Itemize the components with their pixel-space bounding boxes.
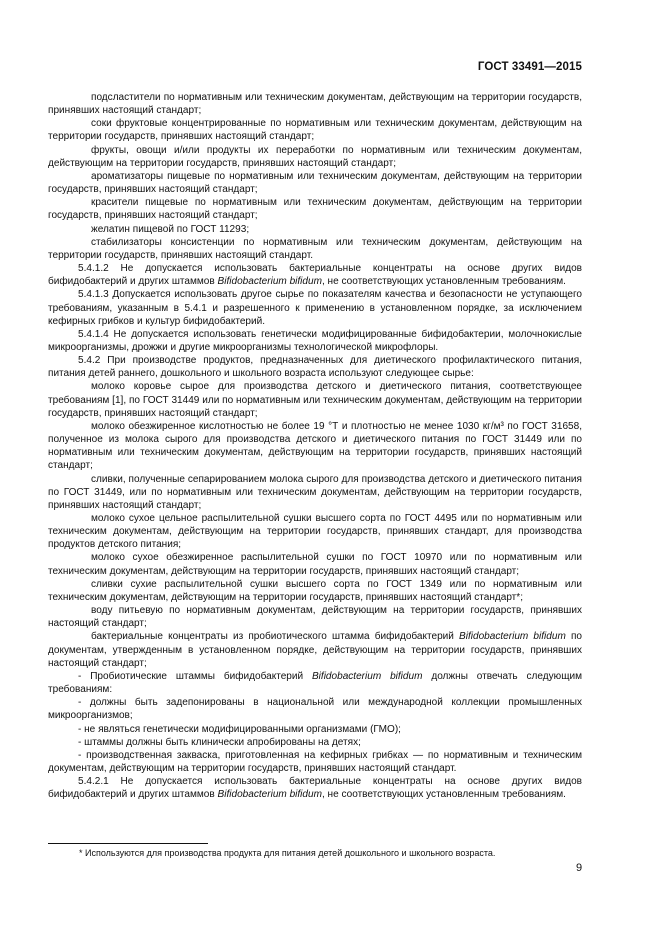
paragraph: 5.4.1.4 Не допускается использовать генетически модифицированные бифидобактерии, молочнокислые микроорганизмы, дрожжи и другие микроорганизмы технологической микрофлоры. [48, 328, 582, 353]
paragraph: соки фруктовые концентрированные по нормативным или техническим документам, действующим на территории государств, принявших настоящий стандарт; [48, 118, 582, 143]
paragraph: - не являться генетически модифицированными организмами (ГМО); [78, 723, 401, 735]
footnote-divider [48, 843, 208, 844]
paragraph: бактериальные концентраты из пробиотического штамма бифидобактерий Bifidobacterium bifidum по документам, утвержденным в установленном порядке, действующим на территории государств, принявших настоящий стандарт; [48, 631, 582, 669]
paragraph: молоко сухое цельное распылительной сушки высшего сорта по ГОСТ 4495 или по нормативным или техническим документам, действующим на территории государств, принявших стандарт, для производства продуктов детского питания; [48, 513, 582, 551]
paragraph: - штаммы должны быть клинически апробированы на детях; [78, 736, 361, 748]
paragraph: 5.4.1.2 Не допускается использовать бактериальные концентраты на основе других видов бифидобактерий и других штаммов Bifidobacterium bifidum, не соответствующих установленным требованиям. [48, 263, 582, 288]
paragraph: сливки сухие распылительной сушки высшего сорта по ГОСТ 1349 или по нормативным или техническим документам, действующим на территории государств, принявших настоящий стандарт*; [48, 578, 582, 603]
paragraph: стабилизаторы консистенции по нормативным или техническим документам, действующим на территории государств, принявших настоящий стандарт. [48, 236, 582, 261]
paragraph: 5.4.1.3 Допускается использовать другое сырье по показателям качества и безопасности не уступающего требованиям, указанным в 5.4.1 и разрешенного к применению в установленном порядке, за исключением кефирных грибков и культур бифидобактерий. [48, 289, 582, 327]
footnote: * Используются для производства продукта для питания детей дошкольного и школьного возраста. [79, 848, 496, 858]
paragraph: - Пробиотические штаммы бифидобактерий Bifidobacterium bifidum должны отвечать следующим требованиям: [48, 670, 582, 696]
document-body [48, 91, 582, 801]
page-number: 9 [576, 862, 583, 874]
paragraph: 5.4.2 При производстве продуктов, предназначенных для диетического профилактического питания, питания детей раннего, дошкольного и школьного возраста используют следующее сырье: [48, 355, 582, 380]
paragraph: молоко коровье сырое для производства детского и диетического питания, соответствующее требованиям [1], по ГОСТ 31449 или по нормативным или техническим документам, действующим на территории государств, принявших настоящий стандарт; [48, 381, 582, 419]
paragraph: молоко сухое обезжиренное распылительной сушки по ГОСТ 10970 или по нормативным или техническим документам, действующим на территории государств, принявших настоящий стандарт; [48, 552, 582, 577]
paragraph: воду питьевую по нормативным документам, действующим на территории государств, принявших настоящий стандарт; [48, 605, 582, 630]
paragraph: фрукты, овощи и/или продукты их переработки по нормативным или техническим документам, действующим на территории государств, принявших настоящий стандарт; [48, 144, 582, 169]
document-code-header: ГОСТ 33491—2015 [477, 61, 582, 73]
paragraph: - производственная закваска, приготовленная на кефирных грибках — по нормативным и техническим документам, действующим на территории государств, принявших настоящий стандарт. [48, 749, 582, 774]
paragraph: ароматизаторы пищевые по нормативным или техническим документам, действующим на территории государств, принявших настоящий стандарт; [48, 170, 582, 196]
paragraph: желатин пищевой по ГОСТ 11293; [91, 223, 250, 235]
paragraph: - должны быть задепонированы в национальной или международной коллекции промышленных микроорганизмов; [48, 697, 582, 722]
paragraph: 5.4.2.1 Не допускается использовать бактериальные концентраты на основе других видов бифидобактерий и других штаммов Bifidobacterium bifidum, не соответствующих установленным требованиям. [48, 776, 582, 801]
paragraph: подсластители по нормативным или техническим документам, действующим на территории государств, принявших настоящий стандарт; [48, 92, 582, 117]
paragraph: молоко обезжиренное кислотностью не более 19 °Т и плотностью не менее 1030 кг/м³ по ГОСТ 31658, полученное из молока сырого для производства детского и диетического питания по ГОСТ 31449 или по нормативным или техническим документам, действующим на территории государств, принявших настоящий стандарт; [48, 420, 582, 472]
paragraph: красители пищевые по нормативным или техническим документам, действующим на территории государств, принявших настоящий стандарт; [48, 197, 582, 222]
paragraph: сливки, полученные сепарированием молока сырого для производства детского и диетического питания по ГОСТ 31449, или по нормативным или техническим документам, действующим на территории государств, принявших настоящий стандарт; [48, 473, 582, 511]
